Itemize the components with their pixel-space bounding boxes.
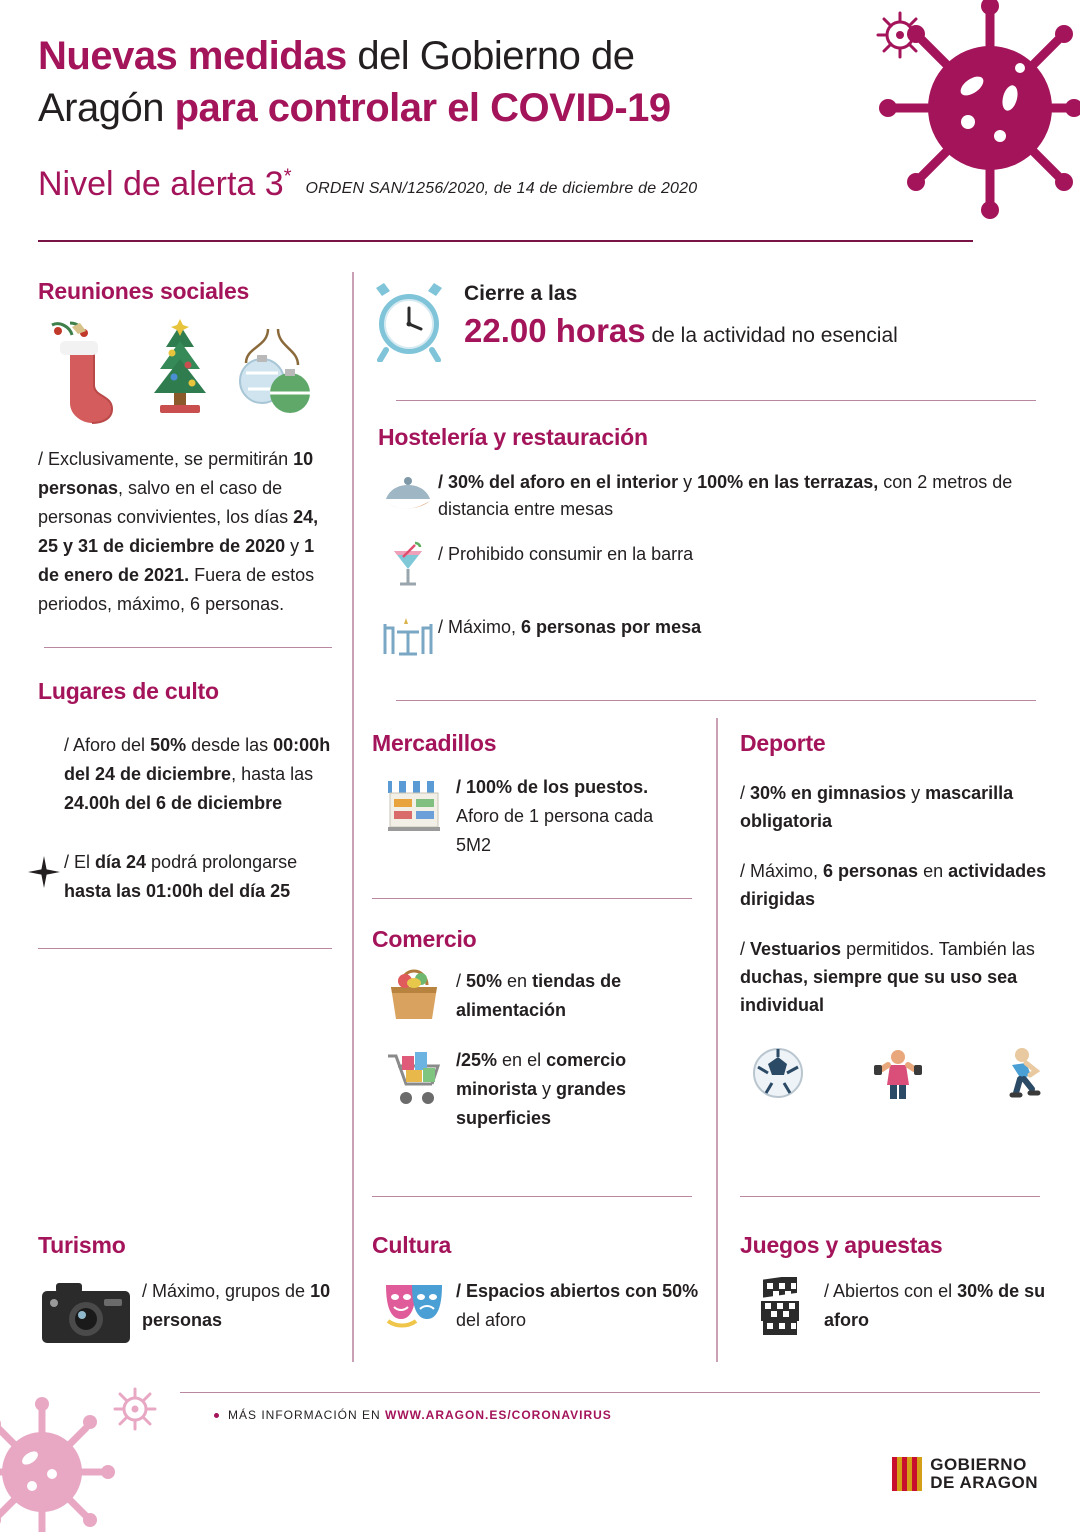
deporte-text-1: / 30% en gimnasios y mascarilla obligatoria [740,783,1014,831]
header [0,0,1080,250]
table-chairs-icon [378,614,438,665]
section-mercadillos [372,730,692,860]
alert-level [38,165,291,204]
footer-website-link[interactable]: WWW.ARAGON.ES/CORONAVIRUS [385,1408,612,1422]
comercio-item-2 [372,1046,702,1133]
gov-line-2: DE ARAGON [930,1473,1038,1492]
alert-level-asterisk: * [283,165,292,188]
section-heading-cultura: Cultura [372,1232,452,1258]
government-logo [892,1456,1038,1492]
middle-divider-4 [372,1196,692,1197]
shopping-basket-icon [372,967,456,1032]
alarm-clock-icon [372,282,446,362]
hosteleria-text-2: / Prohibido consumir en la barra [438,544,694,564]
mercadillos-item [372,773,692,860]
comercio-item-1 [372,967,702,1032]
turismo-text: / Máximo, grupos de 10 personas [142,1281,331,1330]
section-heading-mercadillos: Mercadillos [372,730,497,756]
cultura-text: / Espacios abiertos con 50% del aforo [456,1281,699,1330]
section-heading-culto: Lugares de culto [38,678,219,704]
title-line2-rest: Aragón [38,86,175,130]
football-icon [750,1045,806,1101]
social-text-runs: / Exclusivamente, se permitirán 10 personas, salvo en el caso de personas convivientes, los días 24, 25 y 31 de diciembre de 2020 y 1 de enero de 2021. Fuera de estos periodos, máximo, 6 personas. [38,449,319,614]
running-icon [990,1045,1046,1101]
order-reference: ORDEN SAN/1256/2020, de 14 de diciembre de 2020 [305,180,698,197]
gov-line-1: GOBIERNO [930,1455,1027,1474]
mercadillos-text: / 100% de los puestos. Aforo de 1 persona cada 5M2 [456,777,654,855]
christmas-stocking-icon [42,321,116,425]
section-comercio [372,926,702,1133]
weightlifting-icon [870,1045,926,1101]
juegos-item [740,1277,1056,1344]
cierre-rest: de la actividad no esencial [645,324,898,347]
section-cierre [372,282,1052,362]
star-sparkle-icon [28,856,60,888]
section-heading-turismo: Turismo [38,1232,126,1258]
title-line1-emphasis: Nuevas medidas [38,34,347,78]
hosteleria-item-2 [378,541,1048,596]
alert-level-row [38,165,898,204]
cierre-line1: Cierre a las [464,282,578,305]
section-cultura [372,1232,702,1340]
footer-info-prefix: MÁS INFORMACIÓN EN [228,1408,386,1422]
footer-bullet [214,1413,219,1418]
christmas-tree-icon [142,319,218,423]
column-divider-1 [352,272,354,1362]
cultura-item [372,1277,702,1340]
section-heading-deporte: Deporte [740,730,826,756]
shopping-cart-icon [372,1046,456,1133]
camera-icon [38,1277,142,1354]
social-text [38,445,338,619]
deporte-text-3: / Vestuarios permitidos. También las duchas, siempre que su uso sea individual [740,939,1035,1015]
christmas-ornaments-group [38,319,338,429]
hosteleria-text-1: / 30% del aforo en el interior y 100% en las terrazas, con 2 metros de distancia entre mesas [438,472,1013,519]
hosteleria-item-3 [378,614,1048,665]
christmas-bauble-icon [234,323,314,427]
section-heading-social: Reuniones sociales [38,278,250,304]
hosteleria-text-3: / Máximo, 6 personas por mesa [438,617,702,637]
title-line2-emphasis: para controlar el COVID-19 [174,86,671,130]
section-turismo [38,1232,348,1354]
section-reuniones-sociales [38,278,338,949]
header-divider [38,240,973,242]
government-logo-text [930,1456,1038,1492]
culto-item-2-runs: / El día 24 podrá prolongarse hasta las 01:00h del día 25 [64,852,298,901]
cierre-hours: 22.00 horas [464,312,646,349]
footer-info [228,1408,612,1422]
middle-divider-1 [396,400,1036,401]
culto-item-1: / Aforo del 50% desde las 00:00h del 24 de diciembre, hasta las 24.00h del 6 de diciembre [64,735,331,813]
section-juegos [740,1232,1056,1344]
aragon-flag-icon [892,1457,922,1491]
comercio-text-1: / 50% en tiendas de alimentación [456,971,622,1020]
culto-item-2 [64,848,338,906]
section-deporte [740,730,1056,1101]
comercio-text-2: /25% en el comercio minorista y grandes superficies [456,1050,627,1128]
page-title [38,30,868,134]
cierre-line2 [464,312,898,350]
theatre-masks-icon [372,1277,456,1340]
footer-divider [180,1392,1040,1393]
section-heading-juegos: Juegos y apuestas [740,1232,943,1258]
deporte-text-2: / Máximo, 6 personas en actividades dirigidas [740,861,1047,909]
column-divider-2 [716,718,718,1362]
section-hosteleria [378,424,1048,665]
serving-tray-icon [378,469,438,523]
dice-icon [740,1277,824,1344]
coronavirus-footer-small-icon [112,1386,158,1432]
cocktail-glass-icon [378,541,438,596]
left-divider-2 [38,948,332,949]
deporte-icons-group [740,1045,1056,1101]
turismo-item [38,1277,348,1354]
coronavirus-small-icon [875,10,925,60]
right-divider-1 [740,1196,1040,1197]
section-heading-hosteleria: Hostelería y restauración [378,424,648,450]
section-heading-comercio: Comercio [372,926,477,952]
left-divider-1 [44,647,332,648]
hosteleria-item-1 [378,469,1048,523]
market-stall-icon [372,773,456,860]
alert-level-text: Nivel de alerta 3 [38,165,284,203]
juegos-text: / Abiertos con el 30% de su aforo [824,1281,1046,1330]
title-line1-rest: del Gobierno de [346,34,635,78]
middle-divider-3 [372,898,692,899]
middle-divider-2 [396,700,1036,701]
